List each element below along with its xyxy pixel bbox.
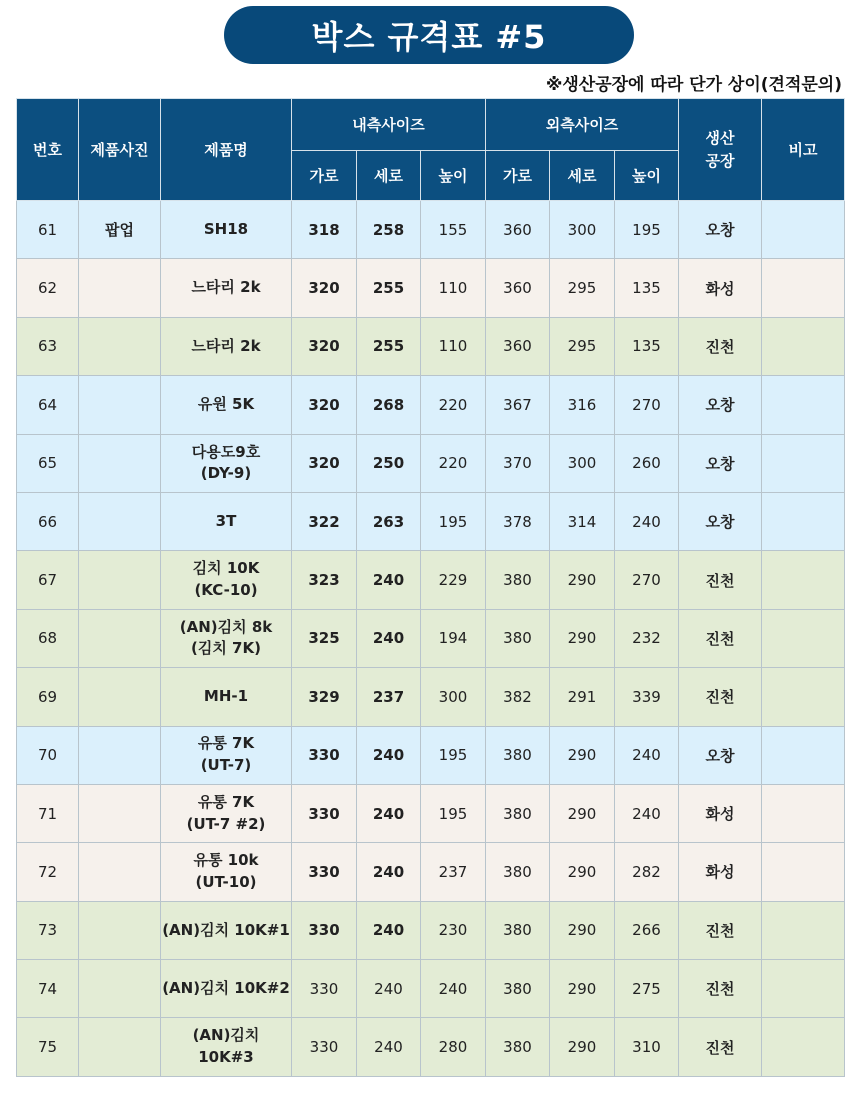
header-name: 제품명 (161, 99, 292, 201)
table-row (17, 201, 845, 259)
cell-inner-height: 237 (421, 843, 486, 901)
cell-no: 75 (17, 1018, 79, 1076)
cell-name: 유통 10k (UT-10) (161, 843, 292, 901)
cell-inner-length: 240 (357, 784, 421, 842)
cell-outer-width: 360 (486, 317, 550, 375)
header-inner-length: 세로 (357, 151, 421, 201)
cell-outer-height: 240 (615, 784, 679, 842)
cell-no: 72 (17, 843, 79, 901)
header-inner-width: 가로 (292, 151, 357, 201)
cell-outer-length: 290 (550, 960, 615, 1018)
cell-outer-height: 339 (615, 668, 679, 726)
header-factory: 생산 공장 (679, 99, 762, 201)
cell-inner-height: 300 (421, 668, 486, 726)
cell-inner-height: 194 (421, 609, 486, 667)
cell-name: 김치 10K (KC-10) (161, 551, 292, 609)
cell-no: 69 (17, 668, 79, 726)
cell-factory: 진천 (679, 901, 762, 959)
cell-inner-width: 320 (292, 434, 357, 492)
cell-inner-length: 258 (357, 201, 421, 259)
cell-factory: 화성 (679, 843, 762, 901)
cell-no: 66 (17, 492, 79, 550)
cell-factory: 진천 (679, 609, 762, 667)
cell-name: MH-1 (161, 668, 292, 726)
cell-remark (762, 843, 845, 901)
cell-outer-length: 290 (550, 609, 615, 667)
cell-outer-width: 360 (486, 201, 550, 259)
header-remark: 비고 (762, 99, 845, 201)
table-row (17, 960, 845, 1018)
cell-photo: 팝업 (79, 201, 161, 259)
cell-outer-width: 380 (486, 960, 550, 1018)
cell-outer-height: 240 (615, 726, 679, 784)
cell-factory: 진천 (679, 317, 762, 375)
cell-inner-width: 320 (292, 317, 357, 375)
header-photo: 제품사진 (79, 99, 161, 201)
cell-name: 다용도9호 (DY-9) (161, 434, 292, 492)
table-row (17, 551, 845, 609)
cell-photo (79, 784, 161, 842)
cell-outer-length: 314 (550, 492, 615, 550)
table-row (17, 784, 845, 842)
cell-outer-height: 135 (615, 259, 679, 317)
cell-inner-width: 325 (292, 609, 357, 667)
cell-inner-width: 322 (292, 492, 357, 550)
cell-outer-length: 290 (550, 1018, 615, 1076)
table-row (17, 434, 845, 492)
cell-factory: 진천 (679, 960, 762, 1018)
cell-inner-length: 240 (357, 843, 421, 901)
cell-outer-length: 300 (550, 434, 615, 492)
cell-name: 느타리 2k (161, 317, 292, 375)
cell-inner-length: 240 (357, 609, 421, 667)
cell-outer-length: 295 (550, 317, 615, 375)
table-row (17, 376, 845, 434)
cell-no: 74 (17, 960, 79, 1018)
cell-outer-width: 380 (486, 551, 550, 609)
page-title: 박스 규격표 #5 (311, 18, 547, 56)
cell-inner-length: 255 (357, 317, 421, 375)
cell-outer-length: 290 (550, 901, 615, 959)
cell-no: 65 (17, 434, 79, 492)
cell-factory: 오창 (679, 492, 762, 550)
cell-inner-height: 280 (421, 1018, 486, 1076)
cell-inner-height: 220 (421, 434, 486, 492)
cell-name: 유통 7K (UT-7) (161, 726, 292, 784)
cell-name: (AN)김치 8k (김치 7K) (161, 609, 292, 667)
header-outer-length: 세로 (550, 151, 615, 201)
cell-outer-height: 195 (615, 201, 679, 259)
cell-no: 73 (17, 901, 79, 959)
cell-inner-width: 330 (292, 1018, 357, 1076)
price-note: ※생산공장에 따라 단가 상이(견적문의) (545, 75, 842, 95)
header-inner-size: 내측사이즈 (292, 99, 486, 151)
cell-remark (762, 434, 845, 492)
cell-factory: 화성 (679, 259, 762, 317)
cell-no: 68 (17, 609, 79, 667)
cell-photo (79, 1018, 161, 1076)
cell-factory: 오창 (679, 201, 762, 259)
cell-outer-length: 290 (550, 784, 615, 842)
cell-remark (762, 259, 845, 317)
cell-outer-width: 370 (486, 434, 550, 492)
cell-name: SH18 (161, 201, 292, 259)
cell-remark (762, 551, 845, 609)
table-row (17, 843, 845, 901)
cell-no: 67 (17, 551, 79, 609)
cell-inner-height: 195 (421, 726, 486, 784)
cell-outer-width: 367 (486, 376, 550, 434)
cell-name: (AN)김치 10K#3 (161, 1018, 292, 1076)
cell-no: 62 (17, 259, 79, 317)
cell-remark (762, 784, 845, 842)
cell-outer-length: 290 (550, 843, 615, 901)
cell-outer-height: 232 (615, 609, 679, 667)
cell-factory: 오창 (679, 726, 762, 784)
cell-outer-length: 291 (550, 668, 615, 726)
table-row (17, 726, 845, 784)
cell-outer-height: 270 (615, 376, 679, 434)
header-inner-height: 높이 (421, 151, 486, 201)
cell-inner-length: 268 (357, 376, 421, 434)
cell-photo (79, 668, 161, 726)
cell-inner-length: 240 (357, 901, 421, 959)
cell-inner-height: 229 (421, 551, 486, 609)
cell-outer-width: 380 (486, 609, 550, 667)
cell-remark (762, 726, 845, 784)
cell-outer-width: 380 (486, 726, 550, 784)
cell-outer-length: 316 (550, 376, 615, 434)
table-row (17, 668, 845, 726)
cell-name: (AN)김치 10K#2 (161, 960, 292, 1018)
cell-outer-width: 380 (486, 843, 550, 901)
cell-no: 61 (17, 201, 79, 259)
cell-name: 유통 7K (UT-7 #2) (161, 784, 292, 842)
cell-photo (79, 609, 161, 667)
cell-inner-length: 255 (357, 259, 421, 317)
cell-outer-length: 300 (550, 201, 615, 259)
cell-inner-width: 330 (292, 843, 357, 901)
cell-outer-width: 380 (486, 901, 550, 959)
cell-inner-width: 330 (292, 784, 357, 842)
cell-remark (762, 317, 845, 375)
cell-no: 63 (17, 317, 79, 375)
cell-inner-height: 195 (421, 492, 486, 550)
table-row (17, 317, 845, 375)
table-body (17, 201, 845, 1077)
cell-outer-height: 270 (615, 551, 679, 609)
cell-outer-height: 282 (615, 843, 679, 901)
cell-inner-length: 263 (357, 492, 421, 550)
box-spec-table (16, 98, 845, 1077)
cell-inner-length: 240 (357, 726, 421, 784)
cell-inner-height: 110 (421, 259, 486, 317)
cell-remark (762, 376, 845, 434)
cell-outer-length: 290 (550, 726, 615, 784)
table-row (17, 1018, 845, 1076)
cell-factory: 진천 (679, 1018, 762, 1076)
header-no: 번호 (17, 99, 79, 201)
table-row (17, 609, 845, 667)
cell-photo (79, 434, 161, 492)
cell-outer-height: 266 (615, 901, 679, 959)
cell-inner-length: 240 (357, 960, 421, 1018)
cell-outer-height: 310 (615, 1018, 679, 1076)
cell-no: 70 (17, 726, 79, 784)
cell-factory: 화성 (679, 784, 762, 842)
cell-outer-height: 135 (615, 317, 679, 375)
cell-photo (79, 901, 161, 959)
cell-photo (79, 551, 161, 609)
table-row (17, 901, 845, 959)
cell-name: 유원 5K (161, 376, 292, 434)
cell-inner-width: 320 (292, 376, 357, 434)
cell-outer-width: 382 (486, 668, 550, 726)
cell-remark (762, 901, 845, 959)
cell-inner-width: 323 (292, 551, 357, 609)
cell-inner-width: 320 (292, 259, 357, 317)
cell-inner-length: 240 (357, 1018, 421, 1076)
cell-inner-width: 318 (292, 201, 357, 259)
cell-outer-width: 380 (486, 1018, 550, 1076)
cell-inner-height: 110 (421, 317, 486, 375)
cell-remark (762, 609, 845, 667)
cell-name: 느타리 2k (161, 259, 292, 317)
cell-photo (79, 960, 161, 1018)
cell-factory: 진천 (679, 668, 762, 726)
cell-no: 64 (17, 376, 79, 434)
cell-inner-height: 230 (421, 901, 486, 959)
cell-outer-height: 260 (615, 434, 679, 492)
cell-remark (762, 1018, 845, 1076)
cell-outer-length: 295 (550, 259, 615, 317)
cell-inner-length: 250 (357, 434, 421, 492)
cell-outer-length: 290 (550, 551, 615, 609)
cell-name: 3T (161, 492, 292, 550)
cell-factory: 오창 (679, 434, 762, 492)
cell-photo (79, 317, 161, 375)
cell-outer-height: 275 (615, 960, 679, 1018)
cell-inner-height: 195 (421, 784, 486, 842)
cell-outer-width: 378 (486, 492, 550, 550)
cell-remark (762, 492, 845, 550)
cell-remark (762, 201, 845, 259)
cell-photo (79, 492, 161, 550)
table-row (17, 492, 845, 550)
title-banner (224, 6, 634, 64)
cell-inner-width: 330 (292, 901, 357, 959)
cell-inner-height: 155 (421, 201, 486, 259)
cell-inner-length: 240 (357, 551, 421, 609)
cell-no: 71 (17, 784, 79, 842)
cell-inner-width: 330 (292, 960, 357, 1018)
cell-factory: 진천 (679, 551, 762, 609)
cell-outer-width: 360 (486, 259, 550, 317)
cell-remark (762, 960, 845, 1018)
cell-factory: 오창 (679, 376, 762, 434)
header-outer-height: 높이 (615, 151, 679, 201)
cell-inner-width: 329 (292, 668, 357, 726)
cell-photo (79, 726, 161, 784)
cell-inner-width: 330 (292, 726, 357, 784)
cell-inner-height: 240 (421, 960, 486, 1018)
cell-outer-height: 240 (615, 492, 679, 550)
cell-inner-height: 220 (421, 376, 486, 434)
table-row (17, 259, 845, 317)
header-outer-width: 가로 (486, 151, 550, 201)
cell-remark (762, 668, 845, 726)
cell-inner-length: 237 (357, 668, 421, 726)
cell-name: (AN)김치 10K#1 (161, 901, 292, 959)
cell-photo (79, 843, 161, 901)
cell-outer-width: 380 (486, 784, 550, 842)
cell-photo (79, 376, 161, 434)
cell-photo (79, 259, 161, 317)
header-outer-size: 외측사이즈 (486, 99, 679, 151)
